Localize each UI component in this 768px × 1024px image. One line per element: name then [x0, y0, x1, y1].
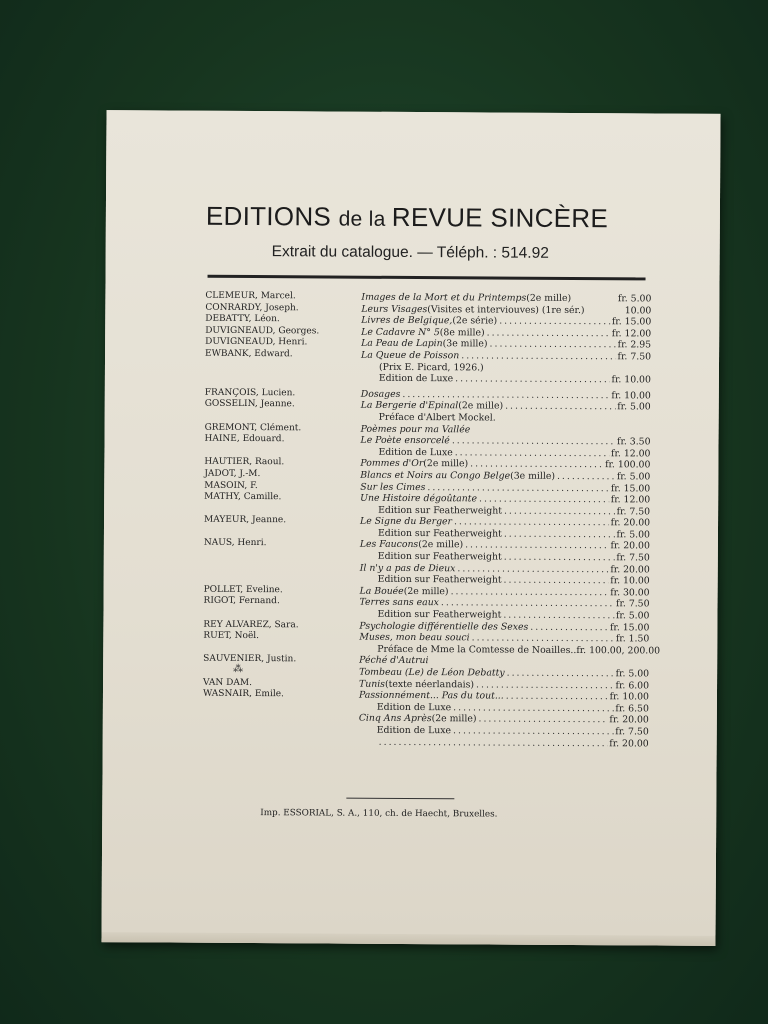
author-name: CONRARDY, Joseph. [205, 302, 299, 313]
price: fr. 10.00 [609, 691, 650, 703]
leader-dots [571, 293, 618, 305]
price: fr. 12.00 [611, 328, 652, 340]
printer-imprint: Imp. ESSORIAL, S. A., 110, ch. de Haecht, Bruxelles. [260, 808, 498, 820]
work-note: (2e série) [452, 315, 498, 327]
work-note: Edition de Luxe [378, 372, 454, 385]
price: fr. 6.50 [615, 703, 649, 715]
author-name: RUET, Noël. [203, 630, 260, 642]
leader-dots [507, 668, 614, 680]
price: fr. 7.50 [616, 552, 650, 564]
work-title: Il n'y a pas de Dieux [359, 562, 456, 574]
work-note: Préface de Mme la Comtesse de Noailles. [377, 643, 574, 656]
price: fr. 5.00 [615, 610, 650, 622]
work-note: (2e mille) [403, 585, 449, 598]
leader-dots [504, 552, 615, 564]
work-note: Edition de Luxe [376, 701, 452, 714]
work-entry [377, 736, 649, 749]
leader-dots [504, 505, 615, 517]
price: fr. 5.00 [616, 471, 651, 483]
work-title: Poèmes pour ma Vallée [360, 423, 471, 435]
work-title: Passionnément... Pas du tout... [358, 689, 504, 702]
work-note: Edition sur Featherweight [377, 574, 502, 586]
price: fr. 100.00 [605, 459, 651, 471]
author-name: FRANÇOIS, Lucien. [204, 387, 296, 399]
work-note: (2e mille) [458, 400, 504, 412]
work-title: Psychologie différentielle des Sexes [359, 620, 529, 633]
author-name: GOSSELIN, Jeanne. [204, 399, 295, 410]
price: fr. 20.00 [609, 714, 649, 726]
work-note: Edition sur Featherweight [377, 608, 502, 621]
price: fr. 6.00 [615, 679, 650, 692]
work-title: Terres sans eaux [359, 597, 439, 609]
leader-dots [461, 350, 615, 363]
leader-dots [455, 373, 609, 386]
work-title: Sur les Cimes [360, 481, 426, 493]
work-note: (2e mille) [423, 458, 469, 470]
leader-dots [504, 575, 609, 587]
author-name: DUVIGNEAUD, Georges. [205, 325, 320, 337]
leader-dots [479, 494, 609, 506]
leader-dots [496, 412, 651, 425]
author-name: MATHY, Camille. [204, 491, 282, 503]
price: fr. 15.00 [610, 482, 651, 494]
author-name: EWBANK, Edward. [205, 348, 293, 360]
price: fr. 15.00 [609, 621, 650, 634]
work-note: (2e mille) [418, 539, 464, 551]
leader-dots [557, 471, 615, 483]
leader-dots [457, 563, 608, 576]
price: fr. 20.00 [610, 563, 650, 576]
price: fr. 2.95 [617, 339, 652, 351]
price: fr. 12.00 [610, 494, 651, 506]
leader-dots [465, 540, 608, 552]
work-title: La Bergerie d'Epinal [360, 400, 459, 412]
price: fr. 10.00 [611, 389, 651, 402]
author-name: DEBATTY, Léon. [205, 313, 280, 325]
work-note: Edition de Luxe [376, 724, 452, 737]
leader-dots [490, 339, 616, 351]
footer-rule [346, 798, 454, 800]
author-name: MASOIN, F. [204, 480, 258, 491]
work-title: Le Cadavre N° 5 [361, 326, 440, 338]
work-title: La Peau de Lapin [361, 338, 443, 350]
price: fr. 5.00 [617, 293, 652, 305]
work-note: (texte néerlandais) [384, 678, 475, 690]
price: fr. 7.50 [615, 726, 649, 738]
price: fr. 30.00 [610, 587, 650, 599]
author-name: GREMONT, Clément. [204, 422, 302, 433]
leader-dots [487, 327, 610, 339]
leader-dots [499, 316, 610, 328]
author-name: DUVIGNEAUD, Henri. [205, 337, 308, 348]
price: fr. 1.50 [615, 633, 650, 645]
leader-dots [455, 447, 609, 460]
work-title: Le Signe du Berger [360, 515, 453, 528]
leader-dots [472, 633, 614, 645]
work-note: (2e mille) [431, 713, 477, 725]
leader-dots [585, 305, 625, 317]
leader-dots [478, 714, 607, 726]
leader-dots [530, 621, 608, 633]
work-title: Livres de Belgique, [361, 314, 453, 327]
work-note: Edition sur Featherweight [377, 527, 502, 540]
work-note: Edition sur Featherweight [377, 550, 502, 563]
work-title: Dosages [360, 388, 401, 400]
author-name: POLLET, Eveline. [203, 584, 283, 596]
author-name: REY ALVAREZ, Sara. [203, 619, 299, 630]
work-note: (Prix E. Picard, 1926.) [378, 361, 484, 374]
work-title: Une Histoire dégoûtante [360, 492, 478, 505]
leader-dots [454, 517, 609, 530]
work-title: Pommes d'Or [360, 458, 424, 470]
price: fr. 12.00 [611, 447, 651, 460]
price: .fr. 100.00, 200.00 [573, 644, 661, 657]
work-title: Blancs et Noirs au Congo Belge [360, 469, 511, 482]
work-title: La Bouée [359, 585, 404, 597]
catalogue-subtitle: Extrait du catalogue. — Téléph. : 514.92 [271, 243, 549, 262]
leader-dots [451, 586, 609, 599]
author-name: SAUVENIER, Justin. [203, 654, 297, 665]
leader-dots [484, 362, 651, 375]
author-name: HAINE, Edouard. [204, 433, 285, 445]
price: fr. 10.00 [610, 575, 650, 587]
price: fr. 7.50 [617, 351, 652, 363]
price: 10.00 [624, 304, 652, 317]
author-name: HAUTIER, Raoul. [204, 457, 285, 468]
author-name: RIGOT, Fernand. [203, 596, 280, 607]
work-entry [379, 373, 651, 386]
price: fr. 7.50 [616, 598, 650, 610]
author-name: JADOT, J.-M. [204, 468, 261, 479]
price: fr. 20.00 [610, 540, 650, 552]
work-note: (3e mille) [510, 470, 556, 482]
leader-dots [453, 725, 613, 738]
work-note: (Visites et interviouves) (1re sér.) [427, 303, 585, 316]
price: fr. 7.50 [616, 505, 651, 518]
work-title: Cinq Ans Après [358, 713, 432, 725]
author-name: CLEMEUR, Marcel. [205, 290, 296, 302]
price: fr. 3.50 [617, 436, 651, 448]
author-name: NAUS, Henri. [203, 538, 267, 549]
catalogue-row [203, 735, 649, 749]
work-title: Péché d'Autrui [359, 655, 429, 667]
work-title: Le Poète ensorcelé [360, 434, 450, 447]
price: fr. 5.00 [616, 529, 650, 541]
price: fr. 20.00 [609, 737, 649, 750]
author-name: VAN DAM. [203, 677, 253, 688]
leader-dots [452, 435, 615, 448]
work-title: Tombeau (Le) de Léon Debatty [359, 666, 505, 679]
price: fr. 15.00 [611, 316, 652, 328]
work-title: Images de la Mort et du Printemps [361, 291, 527, 304]
leader-dots [379, 736, 608, 749]
price: fr. 10.00 [611, 374, 651, 386]
leader-dots [453, 702, 613, 715]
price: fr. 5.00 [617, 401, 651, 413]
leader-dots [503, 610, 614, 622]
work-title: Les Faucons [359, 539, 419, 551]
work-title: Leurs Visages [361, 303, 428, 315]
leader-dots [506, 691, 608, 703]
publisher-title: EDITIONS de la REVUE SINCÈRE [205, 200, 609, 234]
work-note: (8e mille) [439, 326, 485, 339]
header-rule [208, 275, 646, 281]
leader-dots [470, 459, 603, 471]
ornament-icon: ⁂ [233, 663, 244, 675]
catalogue-list [202, 290, 661, 750]
work-note: Préface d'Albert Mockel. [378, 411, 496, 424]
book-back-cover [101, 110, 720, 946]
work-title: Tunis [359, 678, 386, 690]
work-note: Edition de Luxe [378, 446, 453, 458]
leader-dots [476, 679, 614, 691]
leader-dots [504, 528, 615, 540]
work-title: Muses, mon beau souci [359, 631, 470, 644]
work-title: La Queue de Poisson [361, 349, 460, 362]
price: fr. 20.00 [610, 517, 651, 529]
author-name: MAYEUR, Jeanne. [204, 515, 287, 526]
work-note: (3e mille) [442, 338, 488, 350]
price: fr. 5.00 [615, 668, 650, 680]
leader-dots [505, 401, 615, 413]
work-note: Edition sur Featherweight [378, 504, 503, 517]
author-name: WASNAIR, Emile. [202, 688, 284, 700]
work-note: (2e mille) [526, 292, 572, 304]
